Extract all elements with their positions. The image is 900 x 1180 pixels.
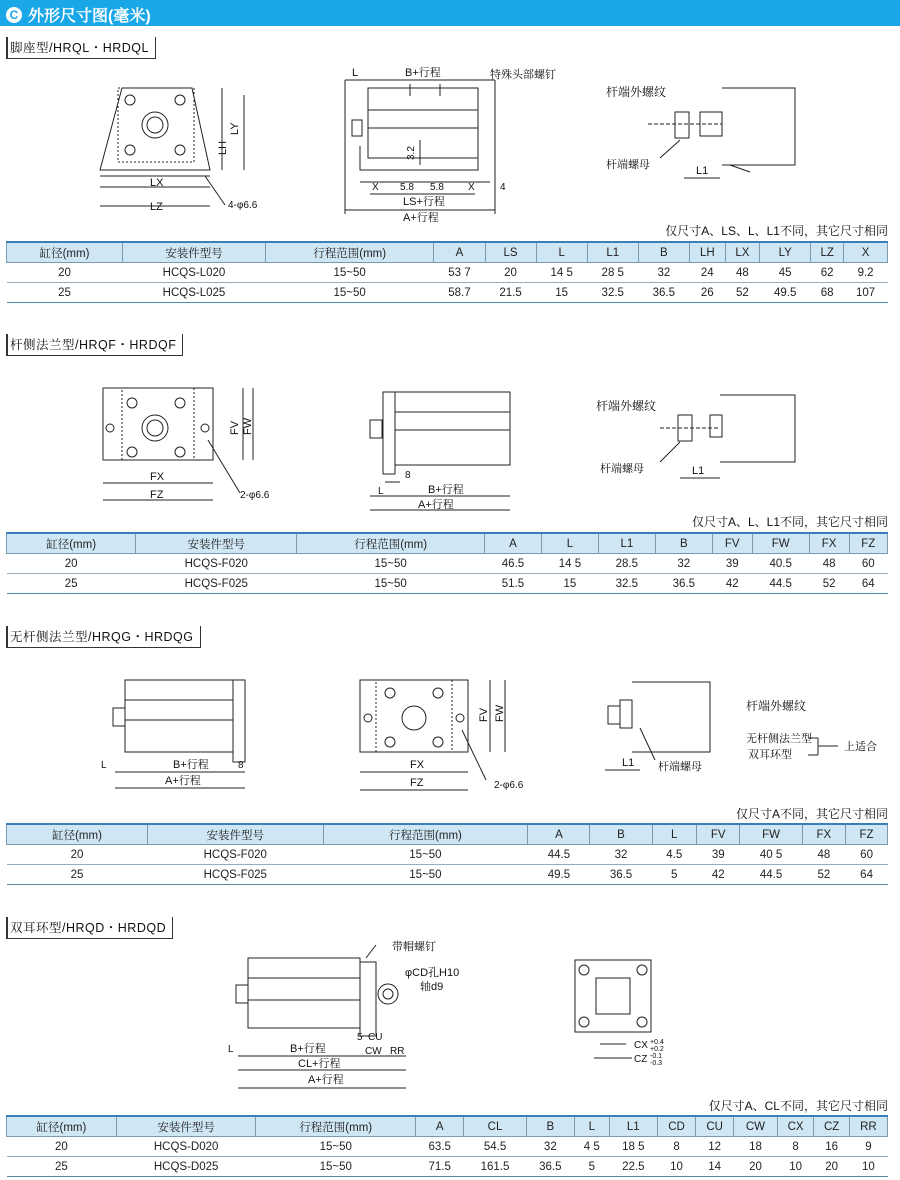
cx-tol-low: +0.2 <box>650 1046 664 1053</box>
table-cell: 22.5 <box>609 1157 657 1177</box>
dim-rr: RR <box>390 1046 405 1057</box>
column-header: 安装件型号 <box>122 242 265 263</box>
column-header: 行程范围(mm) <box>265 242 433 263</box>
table-cell: 44.5 <box>752 574 809 594</box>
table-row <box>7 574 888 594</box>
column-header: LZ <box>811 242 844 263</box>
hole-label: φCD孔H10 <box>405 967 460 979</box>
column-header: B <box>638 242 689 263</box>
table-cell: 15~50 <box>265 263 433 283</box>
table-cell: 15~50 <box>297 574 485 594</box>
column-header: FX <box>802 824 846 845</box>
dim-fv: FV <box>229 420 241 435</box>
table-cell: 53 7 <box>434 263 485 283</box>
dim-32: 3.2 <box>406 146 417 160</box>
table-cell: 20 <box>7 1137 117 1157</box>
column-header: CZ <box>814 1116 849 1137</box>
table-cell: 18 5 <box>609 1137 657 1157</box>
table-cell: 64 <box>846 865 888 885</box>
column-header: A <box>416 1116 464 1137</box>
cap-screw-label: 带帽螺钉 <box>392 941 436 953</box>
table-cell: 48 <box>802 845 846 865</box>
table-cell: 20 <box>7 263 123 283</box>
dim-fx-3: FX <box>410 759 425 771</box>
diagram-head-flange <box>0 645 900 805</box>
table-row <box>7 1137 888 1157</box>
table-cell: 20 <box>7 845 148 865</box>
table-cell: 32.5 <box>587 283 638 303</box>
table-cell: 161.5 <box>464 1157 526 1177</box>
dim-l: L <box>352 67 359 79</box>
table-cell: HCQS-D025 <box>116 1157 256 1177</box>
dim-l-4: L <box>228 1044 234 1055</box>
b-stroke-label-2: B+行程 <box>428 484 464 496</box>
table-cell: 10 <box>849 1157 887 1177</box>
dim-fx: FX <box>150 471 165 483</box>
column-header: FV <box>696 824 740 845</box>
table-cell: 52 <box>725 283 759 303</box>
column-header: RR <box>849 1116 887 1137</box>
dim-8-3: 8 <box>238 760 244 771</box>
table-head-flange <box>6 823 888 885</box>
table-cell: 36.5 <box>590 865 652 885</box>
table-cell: 40 5 <box>740 845 802 865</box>
rod-thread-label-3: 杆端外螺纹 <box>746 699 807 713</box>
table-cell: 15~50 <box>256 1137 416 1157</box>
rod-nut-label: 杆端螺母 <box>606 159 650 171</box>
table-cell: 51.5 <box>485 574 542 594</box>
a-stroke-label-2: A+行程 <box>418 499 454 511</box>
holes-label: 4-φ6.6 <box>228 200 258 211</box>
special-screw-label: 特殊头部螺钉 <box>490 69 556 81</box>
table-cell: 52 <box>809 574 849 594</box>
table-cell: 21.5 <box>485 283 536 303</box>
section-label-foot: 脚座型/HRQL・HRDQL <box>6 37 156 59</box>
dim-cu: CU <box>368 1032 383 1043</box>
table-cell: 40.5 <box>752 554 809 574</box>
table-cell: 32 <box>655 554 712 574</box>
column-header: FW <box>740 824 802 845</box>
table-cell: 32.5 <box>598 574 655 594</box>
rod-nut-label-2: 杆端螺母 <box>600 463 644 475</box>
table-cell: 12 <box>696 1137 734 1157</box>
dim-lz: LZ <box>150 201 163 213</box>
section-label-head-flange: 无杆侧法兰型/HRQG・HRDQG <box>6 626 201 648</box>
dim-4: 4 <box>500 182 506 193</box>
note-rod-flange: 仅尺寸A、L、L1不同，其它尺寸相同 <box>691 515 888 529</box>
table-cell: 8 <box>657 1137 695 1157</box>
column-header: 缸径(mm) <box>7 242 123 263</box>
dim-ly: LY <box>229 122 241 135</box>
column-header: L <box>652 824 696 845</box>
holes-label-2: 2-φ6.6 <box>240 490 270 501</box>
table-cell: 49.5 <box>760 283 811 303</box>
column-header: LH <box>689 242 725 263</box>
dim-l-2: L <box>378 486 384 497</box>
table-cell: 15~50 <box>256 1157 416 1177</box>
table-cell: 10 <box>777 1157 814 1177</box>
flange-rod-label: 无杆侧法兰型 <box>746 733 812 745</box>
table-cell: 20 <box>814 1157 849 1177</box>
cz-tol-up: -0.1 <box>650 1053 663 1060</box>
table-cell: 9.2 <box>844 263 888 283</box>
table-cell: 48 <box>809 554 849 574</box>
dim-x-left: X <box>372 182 379 193</box>
dim-fv-3: FV <box>478 707 490 722</box>
column-header: 行程范围(mm) <box>256 1116 416 1137</box>
table-cell: 4 5 <box>575 1137 610 1157</box>
cz-tol-low: -0.3 <box>650 1060 663 1067</box>
table-cell: 54.5 <box>464 1137 526 1157</box>
dim-8: 8 <box>405 470 411 481</box>
rod-nut-label-3: 杆端螺母 <box>658 761 702 773</box>
column-header: L <box>541 533 598 554</box>
section-label-rod-flange: 杆侧法兰型/HRQF・HRDQF <box>6 334 183 356</box>
column-header: L1 <box>598 533 655 554</box>
table-cell: HCQS-D020 <box>116 1137 256 1157</box>
table-cell: 28 5 <box>587 263 638 283</box>
column-header: L1 <box>609 1116 657 1137</box>
cx-tol-up: +0.4 <box>650 1039 664 1046</box>
table-cell: 25 <box>7 283 123 303</box>
dim-x-right: X <box>468 182 475 193</box>
table-cell: 15 <box>541 574 598 594</box>
table-cell: 60 <box>846 845 888 865</box>
table-cell: 14 5 <box>541 554 598 574</box>
table-cell: 15~50 <box>297 554 485 574</box>
column-header: 行程范围(mm) <box>297 533 485 554</box>
table-cell: 5 <box>652 865 696 885</box>
table-cell: 71.5 <box>416 1157 464 1177</box>
column-header: CW <box>734 1116 778 1137</box>
dim-fz-3: FZ <box>410 777 424 789</box>
column-header: B <box>526 1116 574 1137</box>
diagram-clevis <box>0 936 900 1096</box>
table-cell: 64 <box>849 574 887 594</box>
fits-label: 上适合 <box>844 741 877 753</box>
table-cell: 20 <box>485 263 536 283</box>
clevis-label: 双耳环型 <box>748 749 792 761</box>
column-header: L1 <box>587 242 638 263</box>
column-header: 安装件型号 <box>136 533 297 554</box>
column-header: LY <box>760 242 811 263</box>
column-header: 安装件型号 <box>148 824 324 845</box>
table-cell: 25 <box>7 865 148 885</box>
table-cell: HCQS-L025 <box>122 283 265 303</box>
table-cell: 14 <box>696 1157 734 1177</box>
table-cell: 42 <box>696 865 740 885</box>
column-header: FW <box>752 533 809 554</box>
table-cell: HCQS-F025 <box>148 865 324 885</box>
table-row <box>7 865 888 885</box>
table-cell: 49.5 <box>528 865 590 885</box>
table-rod-flange <box>6 532 888 594</box>
column-header: A <box>434 242 485 263</box>
table-cell: 4.5 <box>652 845 696 865</box>
column-header: L <box>575 1116 610 1137</box>
table-cell: 60 <box>849 554 887 574</box>
table-row <box>7 554 888 574</box>
rod-thread-label: 杆端外螺纹 <box>606 85 667 99</box>
table-cell: 32 <box>638 263 689 283</box>
table-cell: 20 <box>734 1157 778 1177</box>
table-cell: 25 <box>7 1157 117 1177</box>
table-clevis <box>6 1115 888 1177</box>
column-header: FZ <box>849 533 887 554</box>
column-header: LS <box>485 242 536 263</box>
dim-l1-3: L1 <box>622 757 635 769</box>
table-row <box>7 1157 888 1177</box>
column-header: CU <box>696 1116 734 1137</box>
table-cell: 48 <box>725 263 759 283</box>
dim-l1: L1 <box>696 165 709 177</box>
table-cell: 25 <box>7 574 136 594</box>
column-header: B <box>655 533 712 554</box>
table-cell: 44.5 <box>528 845 590 865</box>
table-cell: HCQS-L020 <box>122 263 265 283</box>
dim-cw: CW <box>365 1046 382 1057</box>
dim-cz: CZ <box>634 1054 648 1065</box>
a-stroke-label-3: A+行程 <box>165 775 201 787</box>
ls-stroke-label: LS+行程 <box>403 196 445 208</box>
dim-58-right: 5.8 <box>430 182 444 193</box>
column-header: X <box>844 242 888 263</box>
shaft-label: 轴d9 <box>420 981 444 993</box>
note-clevis: 仅尺寸A、CL不同，其它尺寸相同 <box>708 1099 888 1113</box>
table-cell: 16 <box>814 1137 849 1157</box>
dim-lh: LH <box>217 140 229 155</box>
table-cell: 42 <box>712 574 752 594</box>
column-header: L <box>536 242 587 263</box>
table-cell: 107 <box>844 283 888 303</box>
section-label-clevis: 双耳环型/HRQD・HRDQD <box>6 917 173 939</box>
column-header: B <box>590 824 652 845</box>
dim-l-3: L <box>101 760 107 771</box>
dim-lx: LX <box>150 177 164 189</box>
table-cell: HCQS-F025 <box>136 574 297 594</box>
table-cell: 15~50 <box>323 865 528 885</box>
column-header: 安装件型号 <box>116 1116 256 1137</box>
table-cell: 46.5 <box>485 554 542 574</box>
diagram-rod-flange <box>0 355 900 515</box>
column-header: FX <box>809 533 849 554</box>
holes-label-3: 2-φ6.6 <box>494 780 524 791</box>
dim-l1-2: L1 <box>692 465 705 477</box>
a-stroke-label-4: A+行程 <box>308 1074 344 1086</box>
table-cell: 24 <box>689 263 725 283</box>
dim-fw-3: FW <box>494 704 506 722</box>
dim-5: 5 <box>357 1032 363 1043</box>
table-foot <box>6 241 888 303</box>
table-cell: 63.5 <box>416 1137 464 1157</box>
table-cell: 32 <box>526 1137 574 1157</box>
page-title <box>6 3 151 26</box>
column-header: 缸径(mm) <box>7 1116 117 1137</box>
dim-58-left: 5.8 <box>400 182 414 193</box>
table-row <box>7 283 888 303</box>
column-header: 缸径(mm) <box>7 824 148 845</box>
table-cell: 32 <box>590 845 652 865</box>
table-row <box>7 845 888 865</box>
column-header: LX <box>725 242 759 263</box>
table-cell: 14 5 <box>536 263 587 283</box>
table-cell: 36.5 <box>526 1157 574 1177</box>
rod-thread-label-2: 杆端外螺纹 <box>596 399 657 413</box>
a-stroke-label: A+行程 <box>403 212 439 224</box>
column-header: FZ <box>846 824 888 845</box>
table-cell: 18 <box>734 1137 778 1157</box>
table-cell: 58.7 <box>434 283 485 303</box>
note-head-flange: 仅尺寸A不同，其它尺寸相同 <box>735 807 888 821</box>
column-header: 缸径(mm) <box>7 533 136 554</box>
dim-cx: CX <box>634 1040 648 1051</box>
b-stroke-label-4: B+行程 <box>290 1043 326 1055</box>
table-cell: 26 <box>689 283 725 303</box>
table-cell: HCQS-F020 <box>136 554 297 574</box>
column-header: 行程范围(mm) <box>323 824 528 845</box>
header-bar <box>0 0 900 26</box>
page-title-text: 外形尺寸图(毫米) <box>28 8 151 25</box>
table-cell: 36.5 <box>655 574 712 594</box>
table-row <box>7 263 888 283</box>
b-stroke-label-3: B+行程 <box>173 759 209 771</box>
column-header: A <box>528 824 590 845</box>
column-header: CX <box>777 1116 814 1137</box>
table-cell: 68 <box>811 283 844 303</box>
table-cell: 52 <box>802 865 846 885</box>
column-header: A <box>485 533 542 554</box>
table-cell: 5 <box>575 1157 610 1177</box>
dim-fz: FZ <box>150 489 164 501</box>
table-cell: 44.5 <box>740 865 802 885</box>
table-cell: 28.5 <box>598 554 655 574</box>
column-header: FV <box>712 533 752 554</box>
table-cell: 8 <box>777 1137 814 1157</box>
note-foot: 仅尺寸A、LS、L、L1不同，其它尺寸相同 <box>665 224 888 238</box>
table-cell: HCQS-F020 <box>148 845 324 865</box>
b-stroke-label: B+行程 <box>405 67 441 79</box>
diagram-foot <box>0 55 900 235</box>
section-badge-icon: C <box>6 7 22 23</box>
table-cell: 20 <box>7 554 136 574</box>
table-cell: 39 <box>696 845 740 865</box>
column-header: CL <box>464 1116 526 1137</box>
table-cell: 45 <box>760 263 811 283</box>
cl-stroke-label: CL+行程 <box>298 1058 341 1070</box>
table-cell: 15 <box>536 283 587 303</box>
table-cell: 62 <box>811 263 844 283</box>
table-cell: 9 <box>849 1137 887 1157</box>
column-header: CD <box>657 1116 695 1137</box>
table-cell: 39 <box>712 554 752 574</box>
dim-fw: FW <box>242 417 254 435</box>
table-cell: 15~50 <box>323 845 528 865</box>
table-cell: 36.5 <box>638 283 689 303</box>
table-cell: 10 <box>657 1157 695 1177</box>
table-cell: 15~50 <box>265 283 433 303</box>
